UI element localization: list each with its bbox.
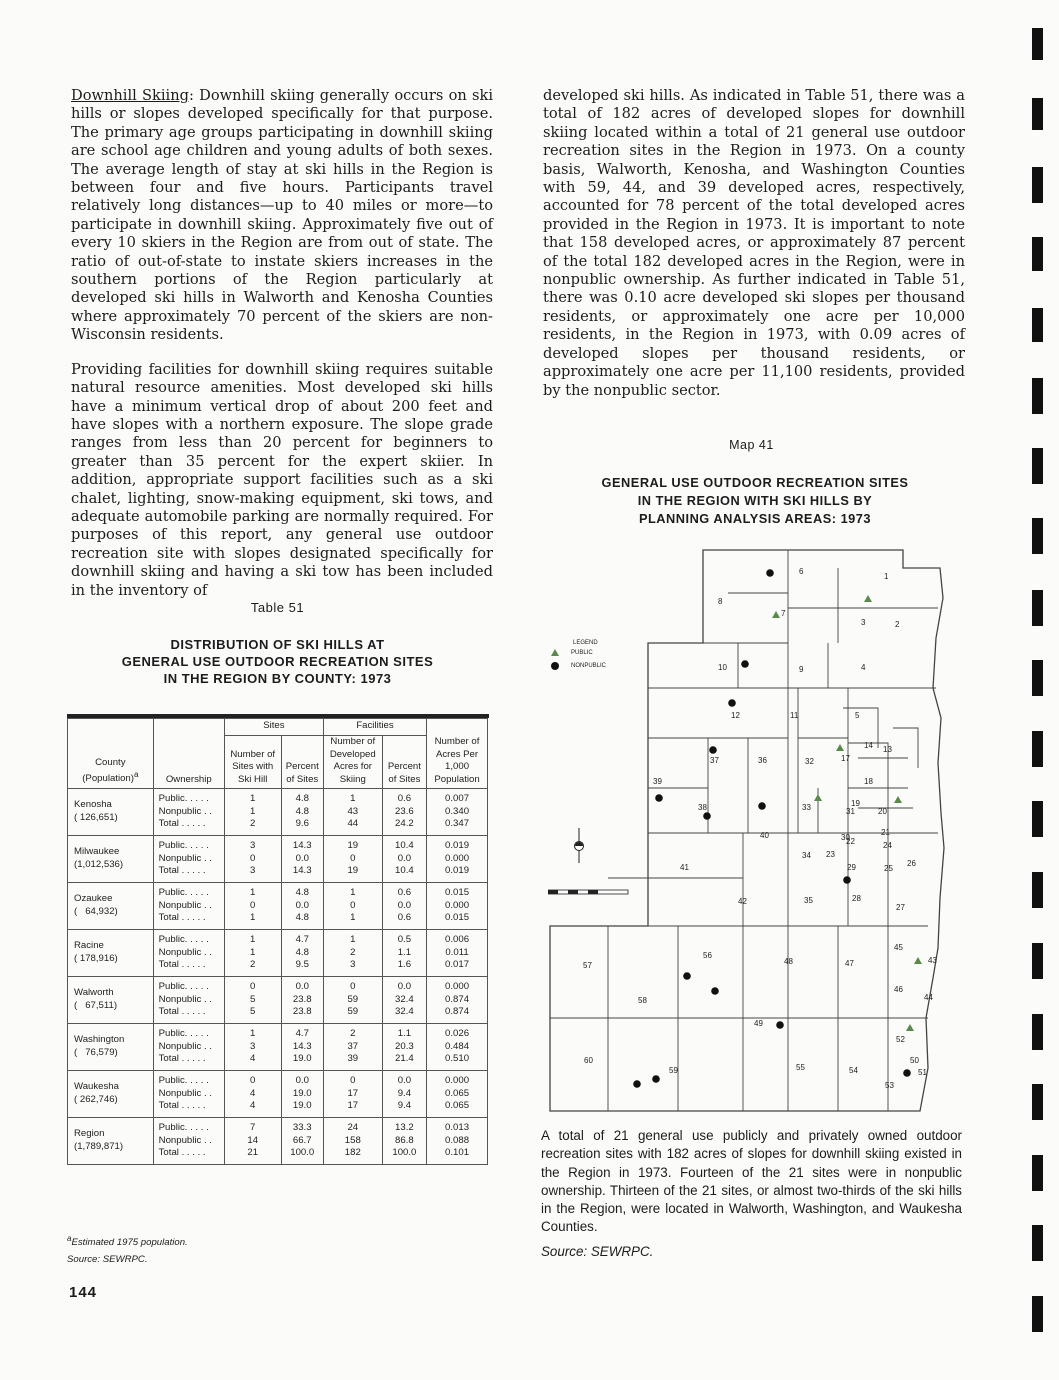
site-marker bbox=[776, 1021, 784, 1029]
area-label: 33 bbox=[802, 803, 811, 812]
area-label: 13 bbox=[883, 745, 892, 754]
county-name: Washington bbox=[74, 1034, 125, 1046]
binding-mark bbox=[1032, 1155, 1043, 1191]
area-label: 24 bbox=[883, 841, 892, 850]
area-label: 12 bbox=[731, 711, 740, 720]
table-row bbox=[68, 1071, 488, 1118]
county-population: (1,012,536) bbox=[74, 859, 124, 870]
county-cell bbox=[68, 789, 154, 836]
area-label: 23 bbox=[826, 850, 835, 859]
map-caption: A total of 21 general use publicly and privately owned outdoor recreation sites with 182 acres of slopes for downhill skiing existed in the Region in 1973. Fourteen of the 21 sites were in nonpublic ownership. Thirteen of the 21 sites, or almost two-thirds of the ski hills in the Region, were located in Walworth, Washington, and Waukesha Counties. bbox=[541, 1128, 962, 1235]
ski-hills-table bbox=[67, 718, 488, 1165]
scale-and-north bbox=[548, 828, 628, 894]
col-header-acres-per: Number of Acres Per 1,000 Population bbox=[427, 719, 488, 789]
binding-mark bbox=[1032, 167, 1043, 203]
site-marker bbox=[894, 796, 902, 803]
acres-per-cell: 0.006 0.011 0.017 bbox=[427, 930, 488, 977]
pct-facilities-cell: 0.6 23.6 24.2 bbox=[382, 789, 426, 836]
map-label: Map 41 bbox=[729, 438, 774, 452]
binding-mark bbox=[1032, 98, 1043, 130]
pct-sites-cell: 0.0 19.0 19.0 bbox=[281, 1071, 323, 1118]
ownership-cell: Public. . . . . Nonpublic . . Total . . . . . bbox=[153, 1118, 224, 1165]
num-sites-cell: 1 0 1 bbox=[224, 883, 281, 930]
county-population: ( 67,511) bbox=[74, 1000, 118, 1011]
col-header-ownership: Ownership bbox=[153, 719, 224, 789]
binding-mark bbox=[1032, 590, 1043, 626]
table-row bbox=[68, 1024, 488, 1071]
group-header-facilities: Facilities bbox=[323, 719, 426, 736]
area-label: 41 bbox=[680, 863, 689, 872]
pct-sites-cell: 0.0 23.8 23.8 bbox=[281, 977, 323, 1024]
acres-per-cell: 0.007 0.340 0.347 bbox=[427, 789, 488, 836]
footnote-text: Estimated 1975 population. bbox=[71, 1237, 188, 1249]
num-sites-cell: 1 3 4 bbox=[224, 1024, 281, 1071]
county-population: ( 262,746) bbox=[74, 1094, 118, 1105]
area-label: 40 bbox=[760, 831, 769, 840]
table-title-line: GENERAL USE OUTDOOR RECREATION SITES bbox=[121, 654, 434, 669]
area-label: 37 bbox=[710, 756, 719, 765]
area-label: 50 bbox=[910, 1056, 919, 1065]
table-row bbox=[68, 977, 488, 1024]
binding-mark bbox=[1032, 518, 1043, 554]
num-sites-cell: 3 0 3 bbox=[224, 836, 281, 883]
site-marker bbox=[914, 957, 922, 964]
ownership-cell: Public. . . . . Nonpublic . . Total . . . . . bbox=[153, 789, 224, 836]
table-row bbox=[68, 836, 488, 883]
area-label: 19 bbox=[851, 799, 860, 808]
area-label: 39 bbox=[653, 777, 662, 786]
table-row bbox=[68, 1118, 488, 1165]
county-name: Racine bbox=[74, 940, 104, 952]
footnote bbox=[67, 1230, 188, 1251]
col-header-pct-sites: Percent of Sites bbox=[281, 736, 323, 789]
area-label: 51 bbox=[918, 1068, 927, 1077]
dev-acres-cell: 24 158 182 bbox=[323, 1118, 382, 1165]
area-label: 17 bbox=[841, 754, 850, 763]
area-label: 21 bbox=[881, 828, 890, 837]
area-label: 25 bbox=[884, 864, 893, 873]
area-label: 58 bbox=[638, 996, 647, 1005]
acres-per-cell: 0.000 0.065 0.065 bbox=[427, 1071, 488, 1118]
scale-bar-icon bbox=[568, 890, 578, 894]
binding-mark bbox=[1032, 237, 1043, 271]
table-row bbox=[68, 789, 488, 836]
area-label: 36 bbox=[758, 756, 767, 765]
pct-sites-cell: 4.8 4.8 9.6 bbox=[281, 789, 323, 836]
nonpublic-sites bbox=[633, 569, 911, 1088]
binding-mark bbox=[1032, 660, 1043, 696]
area-label: 59 bbox=[669, 1066, 678, 1075]
pct-facilities-cell: 0.0 32.4 32.4 bbox=[382, 977, 426, 1024]
num-sites-cell: 0 5 5 bbox=[224, 977, 281, 1024]
left-column bbox=[71, 87, 493, 616]
ownership-cell: Public. . . . . Nonpublic . . Total . . . . . bbox=[153, 1024, 224, 1071]
area-label: 56 bbox=[703, 951, 712, 960]
area-label: 38 bbox=[698, 803, 707, 812]
area-label: 8 bbox=[718, 597, 723, 606]
map-title-line: IN THE REGION WITH SKI HILLS BY bbox=[637, 493, 873, 508]
site-marker bbox=[703, 812, 711, 820]
acres-per-cell: 0.013 0.088 0.101 bbox=[427, 1118, 488, 1165]
legend-title: LEGEND bbox=[573, 640, 598, 646]
map-title bbox=[541, 474, 969, 528]
area-label: 14 bbox=[864, 741, 873, 750]
area-labels bbox=[583, 567, 937, 1090]
area-label: 26 bbox=[907, 859, 916, 868]
acres-per-cell: 0.019 0.000 0.019 bbox=[427, 836, 488, 883]
pct-facilities-cell: 1.1 20.3 21.4 bbox=[382, 1024, 426, 1071]
area-label: 45 bbox=[894, 943, 903, 952]
paragraph-text: : Downhill skiing generally occurs on ski hills or slopes developed specifically for that purpose. The primary age groups participating in downhill skiing are school age children and young adults of both sexes. The average length of stay at ski hills in the Region is between four and five hours. Participants travel relatively long distances—up to 40 miles or more—to participate in downhill skiing. Approximately five out of every 10 skiers in the Region are from out of state. The ratio of out-of-state to instate skiers increases in the southern portions of the Region particularly at developed ski hills in Walworth and Kenosha Counties where approximately 70 percent of the skiers are non-Wisconsin residents. bbox=[71, 87, 493, 344]
table-title bbox=[67, 636, 488, 687]
county-cell bbox=[68, 1118, 154, 1165]
binding-mark bbox=[1032, 1014, 1043, 1050]
area-label: 43 bbox=[928, 956, 937, 965]
county-population: (1,789,871) bbox=[74, 1141, 124, 1152]
area-label: 22 bbox=[846, 837, 855, 846]
area-label: 20 bbox=[878, 807, 887, 816]
pct-facilities-cell: 10.4 0.0 10.4 bbox=[382, 836, 426, 883]
pct-facilities-cell: 0.5 1.1 1.6 bbox=[382, 930, 426, 977]
paragraph: Providing facilities for downhill skiing requires suitable natural resource amenities. Most developed ski hills have a minimum vertical drop of about 200 feet and have slopes with a northern exposure. The slope grade ranges from less than 20 percent for beginners to greater than 35 percent for the expert skiier. In addition, appropriate support facilities such as a ski chalet, lighting, snow-making equipment, ski tows, and adequate automobile parking are normally required. For purposes of this report, any general use outdoor recreation site with slopes designated specifically for downhill skiing and having a ski tow has been included in the inventory of bbox=[71, 360, 493, 599]
legend-label: PUBLIC bbox=[571, 649, 593, 656]
legend-label: NONPUBLIC bbox=[571, 663, 607, 669]
area-label: 7 bbox=[781, 609, 786, 618]
pct-facilities-cell: 0.6 0.0 0.6 bbox=[382, 883, 426, 930]
county-name: Milwaukee bbox=[74, 846, 120, 858]
header-text: County (Population) bbox=[82, 756, 134, 785]
pct-facilities-cell: 0.0 9.4 9.4 bbox=[382, 1071, 426, 1118]
num-sites-cell: 1 1 2 bbox=[224, 930, 281, 977]
site-marker bbox=[814, 794, 822, 801]
ownership-cell: Public. . . . . Nonpublic . . Total . . . . . bbox=[153, 883, 224, 930]
area-label: 31 bbox=[846, 807, 855, 816]
map-title-line: PLANNING ANALYSIS AREAS: 1973 bbox=[638, 511, 872, 526]
area-label: 11 bbox=[790, 711, 799, 720]
map-source: Source: SEWRPC. bbox=[541, 1244, 654, 1259]
site-marker bbox=[711, 987, 719, 995]
area-label: 30 bbox=[841, 833, 850, 842]
site-marker bbox=[683, 972, 691, 980]
site-marker bbox=[633, 1080, 641, 1088]
table-row bbox=[68, 930, 488, 977]
binding-mark bbox=[1032, 378, 1043, 414]
site-marker bbox=[709, 746, 717, 754]
right-column bbox=[543, 87, 965, 416]
area-lines bbox=[608, 568, 938, 1111]
county-name: Region bbox=[74, 1128, 105, 1140]
ownership-cell: Public. . . . . Nonpublic . . Total . . . . . bbox=[153, 1071, 224, 1118]
table-notes bbox=[67, 1230, 188, 1268]
area-label: 35 bbox=[804, 896, 813, 905]
county-population: ( 64,932) bbox=[74, 906, 118, 917]
county-name: Ozaukee bbox=[74, 893, 113, 905]
area-label: 2 bbox=[895, 620, 900, 629]
area-label: 10 bbox=[718, 663, 727, 672]
county-population: ( 76,579) bbox=[74, 1047, 118, 1058]
site-marker bbox=[906, 1024, 914, 1031]
county-cell bbox=[68, 1024, 154, 1071]
county-cell bbox=[68, 883, 154, 930]
area-label: 48 bbox=[784, 957, 793, 966]
area-label: 60 bbox=[584, 1056, 593, 1065]
area-label: 46 bbox=[894, 985, 903, 994]
binding-mark bbox=[1032, 308, 1043, 342]
site-marker bbox=[728, 699, 736, 707]
binding-mark bbox=[1032, 801, 1043, 837]
county-population: ( 126,651) bbox=[74, 812, 118, 823]
dev-acres-cell: 19 0 19 bbox=[323, 836, 382, 883]
paragraph bbox=[71, 87, 493, 345]
area-label: 44 bbox=[924, 993, 933, 1002]
site-marker bbox=[741, 660, 749, 668]
footnote-marker: a bbox=[133, 770, 139, 780]
col-header-county bbox=[68, 719, 154, 789]
site-marker bbox=[758, 802, 766, 810]
pct-facilities-cell: 13.2 86.8 100.0 bbox=[382, 1118, 426, 1165]
county-cell bbox=[68, 1071, 154, 1118]
page-number: 144 bbox=[69, 1284, 98, 1301]
area-label: 18 bbox=[864, 777, 873, 786]
dev-acres-cell: 0 17 17 bbox=[323, 1071, 382, 1118]
table-title-line: DISTRIBUTION OF SKI HILLS AT bbox=[170, 637, 385, 652]
area-label: 1 bbox=[884, 572, 889, 581]
area-label: 32 bbox=[805, 757, 814, 766]
county-population: ( 178,916) bbox=[74, 953, 118, 964]
site-marker bbox=[864, 595, 872, 602]
dev-acres-cell: 0 59 59 bbox=[323, 977, 382, 1024]
binding-mark bbox=[1032, 1225, 1043, 1261]
binding-mark bbox=[1032, 1296, 1043, 1332]
ownership-cell: Public. . . . . Nonpublic . . Total . . . . . bbox=[153, 836, 224, 883]
site-marker bbox=[836, 744, 844, 751]
group-header-sites: Sites bbox=[224, 719, 323, 736]
pct-sites-cell: 4.8 0.0 4.8 bbox=[281, 883, 323, 930]
num-sites-cell: 0 4 4 bbox=[224, 1071, 281, 1118]
region-map bbox=[548, 548, 948, 1113]
pct-sites-cell: 14.3 0.0 14.3 bbox=[281, 836, 323, 883]
area-label: 57 bbox=[583, 961, 592, 970]
num-sites-cell: 1 1 2 bbox=[224, 789, 281, 836]
section-heading: Downhill Skiing bbox=[71, 87, 189, 104]
area-label: 53 bbox=[885, 1081, 894, 1090]
acres-per-cell: 0.026 0.484 0.510 bbox=[427, 1024, 488, 1071]
dev-acres-cell: 1 43 44 bbox=[323, 789, 382, 836]
dev-acres-cell: 1 0 1 bbox=[323, 883, 382, 930]
binding-mark bbox=[1032, 731, 1043, 767]
area-label: 5 bbox=[855, 711, 860, 720]
area-label: 52 bbox=[896, 1035, 905, 1044]
dev-acres-cell: 1 2 3 bbox=[323, 930, 382, 977]
ownership-cell: Public. . . . . Nonpublic . . Total . . . . . bbox=[153, 930, 224, 977]
area-label: 6 bbox=[799, 567, 804, 576]
num-sites-cell: 7 14 21 bbox=[224, 1118, 281, 1165]
paragraph: developed ski hills. As indicated in Table 51, there was a total of 182 acres of developed slopes for downhill skiing located within a total of 21 general use outdoor recreation sites in the Region in 1973. On a county basis, Walworth, Kenosha, and Washington Counties with 59, 44, and 39 developed acres, respectively, accounted for 78 percent of the total developed acres provided in the Region in 1973. It is important to note that 158 developed acres, or approximately 87 percent of the total 182 developed acres in the Region, were in nonpublic ownership. As further indicated in Table 51, there was 0.10 acre developed ski slopes per thousand residents, or approximately one acre per 10,000 residents, in the Region in 1973, with 0.09 acres of developed slopes per thousand residents, or approximately one acre per 11,100 residents, provided by the nonpublic sector. bbox=[543, 87, 965, 399]
binding-mark bbox=[1032, 872, 1043, 908]
county-name: Kenosha bbox=[74, 799, 112, 811]
table-label: Table 51 bbox=[250, 600, 305, 615]
table-title-line: IN THE REGION BY COUNTY: 1973 bbox=[163, 671, 392, 686]
col-header-num-sites: Number of Sites with Ski Hill bbox=[224, 736, 281, 789]
area-label: 4 bbox=[861, 663, 866, 672]
acres-per-cell: 0.000 0.874 0.874 bbox=[427, 977, 488, 1024]
county-name: Waukesha bbox=[74, 1081, 119, 1093]
area-label: 55 bbox=[796, 1063, 805, 1072]
scale-bar-icon bbox=[548, 890, 558, 894]
site-marker bbox=[903, 1069, 911, 1077]
site-marker bbox=[655, 794, 663, 802]
site-marker bbox=[652, 1075, 660, 1083]
pct-sites-cell: 4.7 14.3 19.0 bbox=[281, 1024, 323, 1071]
site-marker bbox=[772, 611, 780, 618]
binding-mark bbox=[1032, 1084, 1043, 1120]
dev-acres-cell: 2 37 39 bbox=[323, 1024, 382, 1071]
pct-sites-cell: 33.3 66.7 100.0 bbox=[281, 1118, 323, 1165]
table-source: Source: SEWRPC. bbox=[67, 1254, 148, 1266]
pct-sites-cell: 4.7 4.8 9.5 bbox=[281, 930, 323, 977]
county-cell bbox=[68, 977, 154, 1024]
acres-per-cell: 0.015 0.000 0.015 bbox=[427, 883, 488, 930]
ownership-cell: Public. . . . . Nonpublic . . Total . . . . . bbox=[153, 977, 224, 1024]
col-header-dev-acres: Number of Developed Acres for Skiing bbox=[323, 736, 382, 789]
footnote-marker: a bbox=[67, 1234, 72, 1243]
area-label: 3 bbox=[861, 618, 866, 627]
area-label: 34 bbox=[802, 851, 811, 860]
area-label: 29 bbox=[847, 863, 856, 872]
area-label: 9 bbox=[799, 665, 804, 674]
table-body bbox=[68, 789, 488, 1165]
county-name: Walworth bbox=[74, 987, 114, 999]
site-marker bbox=[843, 876, 851, 884]
area-label: 49 bbox=[754, 1019, 763, 1028]
binding-mark bbox=[1032, 28, 1043, 60]
binding-mark bbox=[1032, 943, 1043, 979]
map-title-line: GENERAL USE OUTDOOR RECREATION SITES bbox=[601, 475, 909, 490]
binding-mark bbox=[1032, 448, 1043, 484]
area-label: 54 bbox=[849, 1066, 858, 1075]
scale-bar-icon bbox=[588, 890, 598, 894]
area-label: 28 bbox=[852, 894, 861, 903]
area-label: 47 bbox=[845, 959, 854, 968]
col-header-pct-facilities: Percent of Sites bbox=[382, 736, 426, 789]
area-label: 42 bbox=[738, 897, 747, 906]
site-marker bbox=[766, 569, 774, 577]
county-cell bbox=[68, 930, 154, 977]
table-row bbox=[68, 883, 488, 930]
county-cell bbox=[68, 836, 154, 883]
area-label: 27 bbox=[896, 903, 905, 912]
